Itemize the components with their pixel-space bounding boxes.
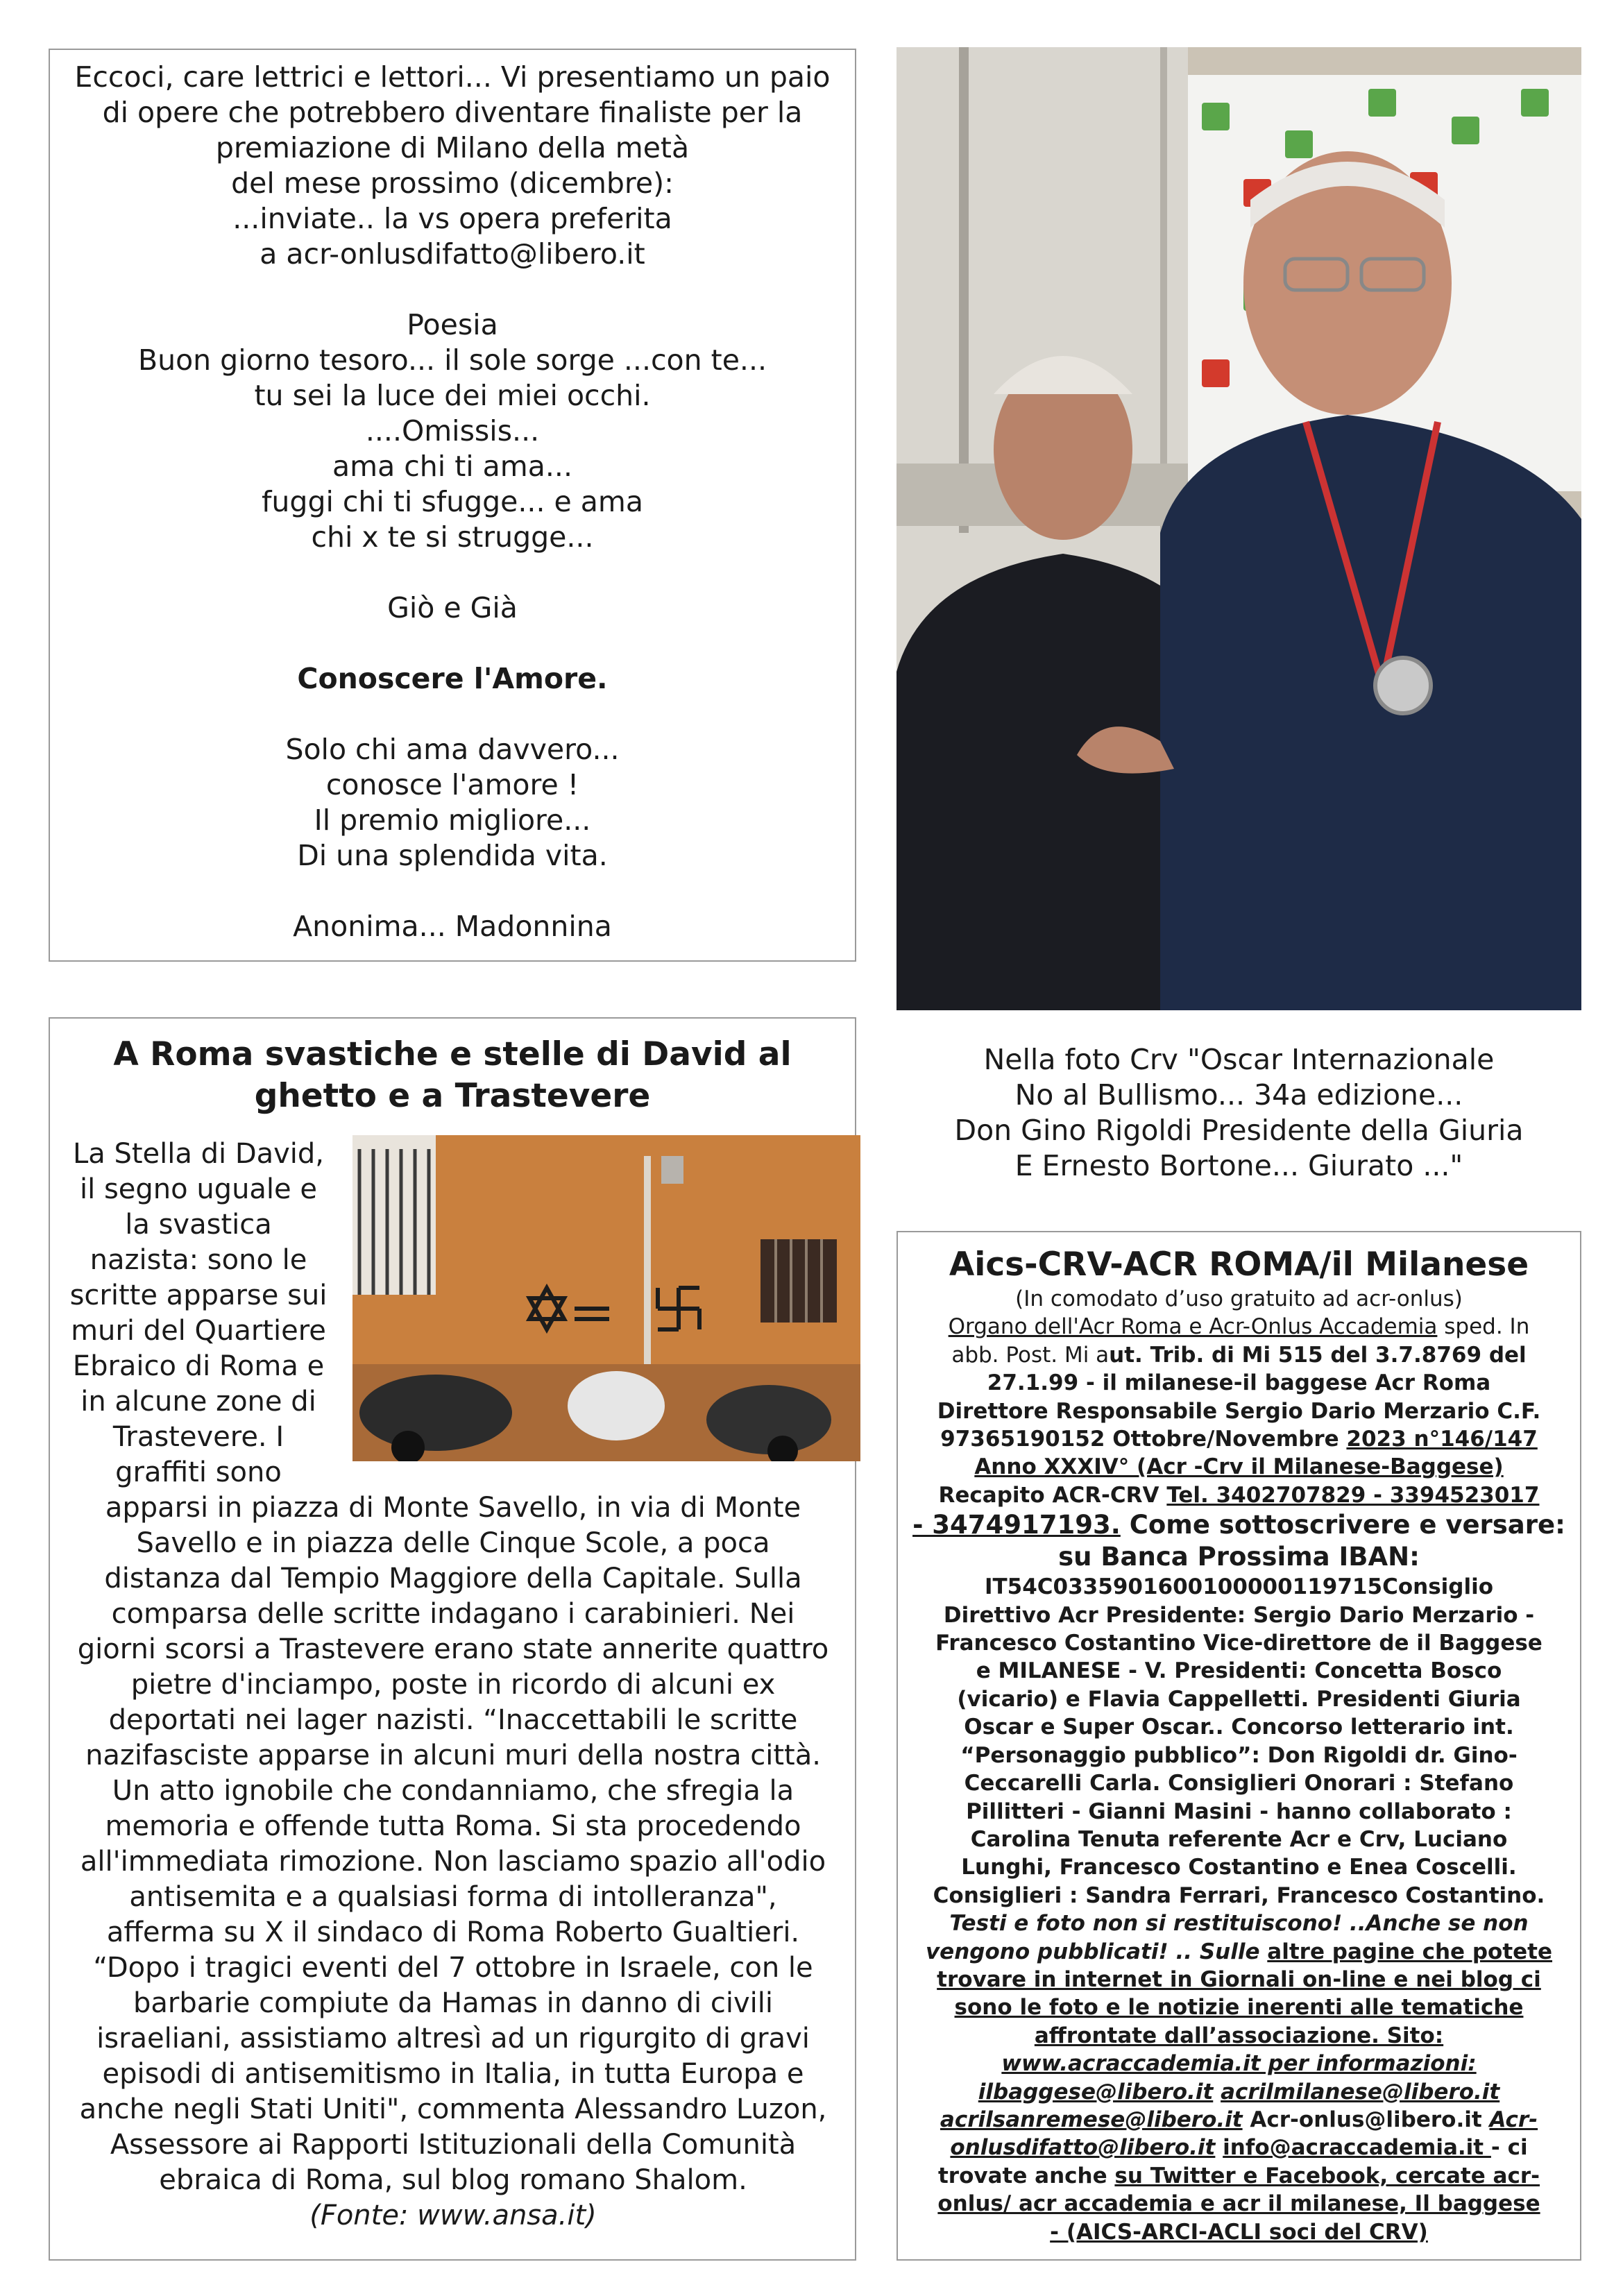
phone-link[interactable]: Tel. 3402707829 - 3394523017 <box>1166 1482 1540 1508</box>
masthead-line: Direttore Responsabile Sergio Dario Merzario C.F. <box>937 1398 1541 1424</box>
masthead-line: “Personaggio pubblico”: Don Rigoldi dr. Gino- <box>960 1742 1518 1768</box>
poem-author: Anonima... Madonnina <box>293 910 612 943</box>
intro-line: del mese prossimo (dicembre): <box>231 167 674 200</box>
article-line: antisemita e a qualsiasi forma di intolleranza", <box>129 1881 777 1913</box>
verse-line: ama chi ti ama... <box>332 450 572 483</box>
article-box <box>49 1017 856 2261</box>
intro-email-line: a acr-onlusdifatto@libero.it <box>260 237 645 271</box>
article-line: israeliani, assistiamo altresì ad un rigurgito di gravi <box>96 2023 810 2055</box>
masthead-line <box>903 1425 1574 1453</box>
poem-title: Conoscere l'Amore. <box>297 662 608 695</box>
article-line: in alcune zone di <box>80 1386 316 1418</box>
photo-caption <box>897 1042 1581 1184</box>
masthead-text: ut. Trib. di Mi 515 del 3.7.8769 del <box>1109 1342 1527 1368</box>
masthead-line <box>903 1509 1574 1541</box>
article-line: Trastevere. I <box>112 1421 284 1453</box>
verse-line: conosce l'amore ! <box>325 768 579 801</box>
masthead-line: e MILANESE - V. Presidenti: Concetta Bosco <box>976 1658 1502 1684</box>
article-line: memoria e offende tutta Roma. Si sta procedendo <box>105 1810 801 1842</box>
intro-line: ...inviate.. la vs opera preferita <box>232 202 672 235</box>
article-line: Assessore ai Rapporti Istituzionali della Comunità <box>110 2129 797 2161</box>
verse-line: Di una splendida vita. <box>297 839 608 872</box>
masthead-line: affrontate dall’associazione. Sito: <box>1034 2023 1444 2048</box>
graffiti-photo <box>352 1135 860 1461</box>
masthead-text: abb. Post. Mi a <box>951 1342 1110 1368</box>
article-line: “Dopo i tragici eventi del 7 ottobre in Israele, con le <box>93 1952 813 1984</box>
intro-line: di opere che potrebbero diventare finaliste per la <box>102 96 803 129</box>
masthead-box <box>897 1231 1581 2261</box>
masthead-line: Francesco Costantino Vice-direttore de il Baggese <box>935 1631 1543 1656</box>
masthead-line <box>903 1341 1574 1369</box>
graffiti-photo-illustration <box>352 1135 860 1461</box>
article-line: distanza dal Tempio Maggiore della Capitale. Sulla <box>104 1563 802 1595</box>
issue-number: 2023 n°146/147 <box>1346 1427 1538 1452</box>
article-line: all'immediata rimozione. Non lasciamo spazio all'odio <box>80 1846 826 1878</box>
masthead-line: Ceccarelli Carla. Consiglieri Onorari : Stefano <box>964 1771 1514 1796</box>
verse-line: chi x te si strugge... <box>311 520 594 554</box>
masthead-line: Direttivo Acr Presidente: Sergio Dario Merzario - <box>943 1602 1535 1628</box>
article-title-line: ghetto e a Trastevere <box>254 1077 651 1115</box>
masthead-text: altre pagine che potete <box>1267 1939 1553 1964</box>
article-full-column <box>60 1490 847 2234</box>
verse-line: ....Omissis... <box>365 414 540 448</box>
article-line: scritte apparse sui <box>69 1279 328 1311</box>
article-line: apparsi in piazza di Monte Savello, in via di Monte <box>105 1492 801 1524</box>
article-line: nazifasciste apparse in alcuni muri della nostra città. <box>85 1740 821 1771</box>
masthead-line <box>903 2134 1574 2161</box>
article-line: ebraica di Roma, sul blog romano Shalom. <box>159 2164 747 2196</box>
masthead-text: 97365190152 Ottobre/Novembre <box>940 1427 1347 1452</box>
caption-line: E Ernesto Bortone... Giurato ..." <box>1014 1149 1463 1182</box>
organ-link[interactable]: Organo dell'Acr Roma e Acr-Onlus Accademia <box>948 1314 1438 1340</box>
masthead-line: 27.1.99 - il milanese-il baggese Acr Roma <box>987 1370 1491 1396</box>
phone-link[interactable]: - 3474917193. <box>912 1510 1121 1540</box>
masthead-text: Come sottoscrivere e versare: <box>1120 1510 1565 1540</box>
article-line: il segno uguale e <box>80 1173 317 1205</box>
email-link[interactable]: acrilsanremese@libero.it <box>940 2107 1243 2132</box>
masthead-line: (In comodato d’uso gratuito ad acr-onlus) <box>1015 1286 1463 1311</box>
article-line: anche negli Stati Uniti", commenta Alessandro Luzon, <box>79 2093 827 2125</box>
masthead-line <box>903 2106 1574 2134</box>
article-title <box>60 1034 845 1117</box>
article-line: deportati nei lager nazisti. “Inaccettabili le scritte <box>108 1704 798 1736</box>
article-line: giorni scorsi a Trastevere erano state annerite quattro <box>77 1633 829 1665</box>
verse-line: tu sei la luce dei miei occhi. <box>254 379 651 412</box>
masthead-line <box>903 1313 1574 1341</box>
masthead-title: Aics-CRV-ACR ROMA/il Milanese <box>949 1245 1529 1284</box>
article-side-column <box>60 1137 337 1490</box>
article-line: Ebraico di Roma e <box>72 1350 325 1382</box>
verse-line: Il premio migliore... <box>314 803 591 837</box>
award-photo <box>897 47 1581 1010</box>
article-line: pietre d'inciampo, poste in ricordo di alcuni ex <box>130 1669 776 1701</box>
masthead-line: Consiglieri : Sandra Ferrari, Francesco Costantino. <box>933 1882 1545 1908</box>
masthead-line: Pillitteri - Gianni Masini - hanno collaborato : <box>966 1798 1512 1824</box>
caption-line: Don Gino Rigoldi Presidente della Giuria <box>954 1114 1524 1147</box>
masthead-line <box>903 2162 1574 2190</box>
masthead-line: trovare in internet in Giornali on-line e nei blog ci <box>937 1966 1541 1992</box>
article-line: afferma su X il sindaco di Roma Roberto Gualtieri. <box>106 1916 800 1948</box>
email-link[interactable]: Acr- <box>1489 2107 1538 2132</box>
article-line: muri del Quartiere <box>71 1315 326 1347</box>
masthead-text: Recapito ACR-CRV <box>938 1482 1167 1508</box>
award-photo-illustration <box>897 47 1581 1010</box>
masthead-line: - (AICS-ARCI-ACLI soci del CRV) <box>1050 2219 1428 2245</box>
caption-line: No al Bullismo... 34a edizione... <box>1014 1078 1463 1112</box>
caption-line: Nella foto Crv "Oscar Internazionale <box>983 1043 1495 1076</box>
article-line: comparsa delle scritte indagano i carabinieri. Nei <box>111 1598 795 1630</box>
masthead-line: Lunghi, Francesco Costantino e Enea Coscelli. <box>961 1855 1517 1880</box>
verse-line: Solo chi ama davvero... <box>285 733 620 766</box>
masthead-line <box>903 2078 1574 2106</box>
article-body <box>60 1137 845 2234</box>
email-link[interactable]: Acr-onlus@libero.it <box>1242 2107 1490 2132</box>
email-link[interactable]: acrilmilanese@libero.it <box>1221 2079 1500 2104</box>
intro-line: Eccoci, care lettrici e lettori... Vi presentiamo un paio <box>74 60 831 94</box>
social-link[interactable]: su Twitter e Facebook, cercate acr- <box>1114 2163 1540 2188</box>
masthead-line: sono le foto e le notizie inerenti alle tematiche <box>954 1995 1524 2021</box>
masthead-line <box>903 1938 1574 1966</box>
website-link[interactable]: www.acraccademia.it per informazioni: <box>1001 2051 1477 2077</box>
article-line: episodi di antisemitismo in Italia, in tutta Europa e <box>102 2058 804 2090</box>
intro-line: premiazione di Milano della metà <box>215 131 690 164</box>
poem-author: Giò e Già <box>387 591 518 624</box>
masthead-line: Testi e foto non si restituiscono! ..Anche se non <box>949 1911 1529 1937</box>
masthead-text: trovate anche <box>937 2163 1115 2188</box>
iban-line: IT54C0335901600100000119715Consiglio <box>984 1574 1494 1600</box>
masthead-text: sped. In <box>1437 1314 1530 1340</box>
article-source: (Fonte: www.ansa.it) <box>309 2200 597 2231</box>
masthead-line: Oscar e Super Oscar.. Concorso letterario int. <box>964 1715 1514 1740</box>
article-line: graffiti sono <box>115 1456 282 1488</box>
article-line: La Stella di David, <box>72 1138 325 1170</box>
masthead-line <box>903 1481 1574 1509</box>
article-line: Un atto ignobile che condanniamo, che sfregia la <box>112 1775 794 1807</box>
article-line: Savello e in piazza delle Cinque Scole, a poca <box>136 1527 770 1559</box>
masthead-line: (vicario) e Flavia Cappelletti. Presidenti Giuria <box>957 1686 1521 1712</box>
article-title-line: A Roma svastiche e stelle di David al <box>113 1035 792 1073</box>
masthead-line: Carolina Tenuta referente Acr e Crv, Luciano <box>970 1826 1508 1852</box>
verse-line: fuggi chi ti sfugge... e ama <box>262 485 643 518</box>
article-line: nazista: sono le <box>90 1244 307 1276</box>
masthead-text: vengono pubblicati! .. Sulle <box>925 1939 1268 1964</box>
masthead-line: su Banca Prossima IBAN: <box>1058 1542 1420 1572</box>
masthead-line: onlus/ acr accademia e acr il milanese, Il baggese <box>937 2191 1540 2217</box>
article-line: la svastica <box>125 1209 272 1241</box>
masthead-text <box>1213 2080 1221 2104</box>
masthead-text <box>1215 2135 1223 2160</box>
masthead-text: - ci <box>1490 2135 1528 2161</box>
email-link[interactable]: info@acraccademia.it <box>1223 2135 1491 2161</box>
email-link[interactable]: ilbaggese@libero.it <box>978 2079 1214 2104</box>
masthead-line: Anno XXXIV° (Acr -Crv il Milanese-Baggese) <box>974 1454 1504 1480</box>
email-link[interactable]: onlusdifatto@libero.it <box>950 2135 1216 2161</box>
poem-label: Poesia <box>407 308 498 341</box>
verse-line: Buon giorno tesoro... il sole sorge ...con te... <box>137 343 767 377</box>
article-line: barbarie compiute da Hamas in danno di civili <box>133 1987 773 2019</box>
poem-box <box>49 49 856 962</box>
